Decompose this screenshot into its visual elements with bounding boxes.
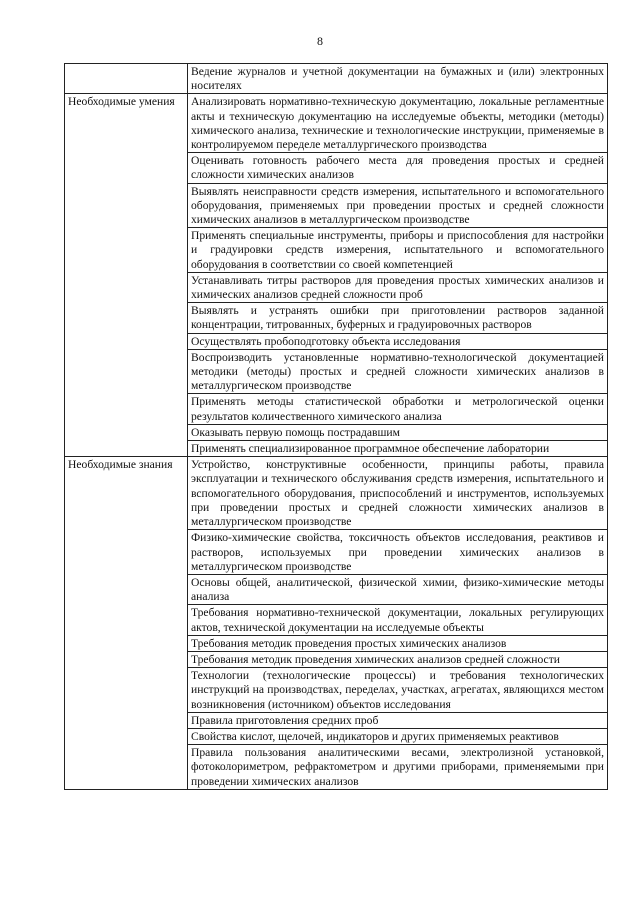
item-cell: Применять специальные инструменты, приборы и приспособления для настройки и градуировки средств измерения, испытательного и вспомогательного оборудования в соответствии со своей компетенцией bbox=[188, 228, 608, 273]
item-cell: Физико-химические свойства, токсичность объектов исследования, реактивов и растворов, используемых при проведении химических анализов в металлургическом производстве bbox=[188, 530, 608, 575]
table-row bbox=[65, 64, 608, 94]
page-number: 8 bbox=[317, 34, 323, 48]
item-cell: Устройство, конструктивные особенности, принципы работы, правила эксплуатации и технического обслуживания средств измерения, испытательного и вспомогательного оборудования, приспособлений и инструментов, используемых при проведении простых и средней сложности химических анализов в металлургическом производстве bbox=[188, 457, 608, 530]
table-body bbox=[65, 64, 608, 790]
item-cell: Анализировать нормативно-техническую документацию, локальные регламентные акты и техническую документацию на исследуемые объекты, методики (методы) химического анализа, технические и технологические инструкции, применяемые в контролируемом переделе металлургического производства bbox=[188, 94, 608, 153]
item-cell: Оказывать первую помощь пострадавшим bbox=[188, 424, 608, 440]
category-cell bbox=[65, 64, 188, 94]
item-cell: Воспроизводить установленные нормативно-технологической документацией методики (методы) простых и средней сложности химических анализов в металлургическом производстве bbox=[188, 349, 608, 394]
item-cell: Выявлять неисправности средств измерения, испытательного и вспомогательного оборудования, применяемых при проведении простых и средней сложности химических анализов в металлургическом производстве bbox=[188, 183, 608, 228]
item-cell: Применять специализированное программное обеспечение лаборатории bbox=[188, 441, 608, 457]
item-cell: Правила пользования аналитическими весами, электролизной установкой, фотоколориметром, рефрактометром и другими приборами, применяемыми при проведении химических анализов bbox=[188, 745, 608, 790]
item-cell: Требования методик проведения простых химических анализов bbox=[188, 635, 608, 651]
item-cell: Свойства кислот, щелочей, индикаторов и других применяемых реактивов bbox=[188, 728, 608, 744]
item-cell: Требования нормативно-технической документации, локальных регулирующих актов, технической документации на исследуемые объекты bbox=[188, 605, 608, 635]
item-cell: Применять методы статистической обработки и метрологической оценки результатов количественного химического анализа bbox=[188, 394, 608, 424]
item-cell: Требования методик проведения химических анализов средней сложности bbox=[188, 651, 608, 667]
item-cell: Ведение журналов и учетной документации на бумажных и (или) электронных носителях bbox=[188, 64, 608, 94]
item-cell: Основы общей, аналитической, физической химии, физико-химические методы анализа bbox=[188, 574, 608, 604]
item-cell: Осуществлять пробоподготовку объекта исследования bbox=[188, 333, 608, 349]
item-cell: Оценивать готовность рабочего места для проведения простых и средней сложности химических анализов bbox=[188, 153, 608, 183]
competency-table bbox=[64, 63, 608, 790]
category-cell: Необходимые умения bbox=[65, 94, 188, 457]
item-cell: Выявлять и устранять ошибки при приготовлении растворов заданной концентрации, титрованных, буферных и градуировочных растворов bbox=[188, 303, 608, 333]
category-cell: Необходимые знания bbox=[65, 457, 188, 789]
item-cell: Технологии (технологические процессы) и требования технологических инструкций на производствах, переделах, участках, агрегатах, являющихся местом возникновения (источником) объектов исследования bbox=[188, 668, 608, 713]
item-cell: Устанавливать титры растворов для проведения простых химических анализов и химических анализов средней сложности проб bbox=[188, 272, 608, 302]
table-row bbox=[65, 457, 608, 530]
table-row bbox=[65, 94, 608, 153]
item-cell: Правила приготовления средних проб bbox=[188, 712, 608, 728]
